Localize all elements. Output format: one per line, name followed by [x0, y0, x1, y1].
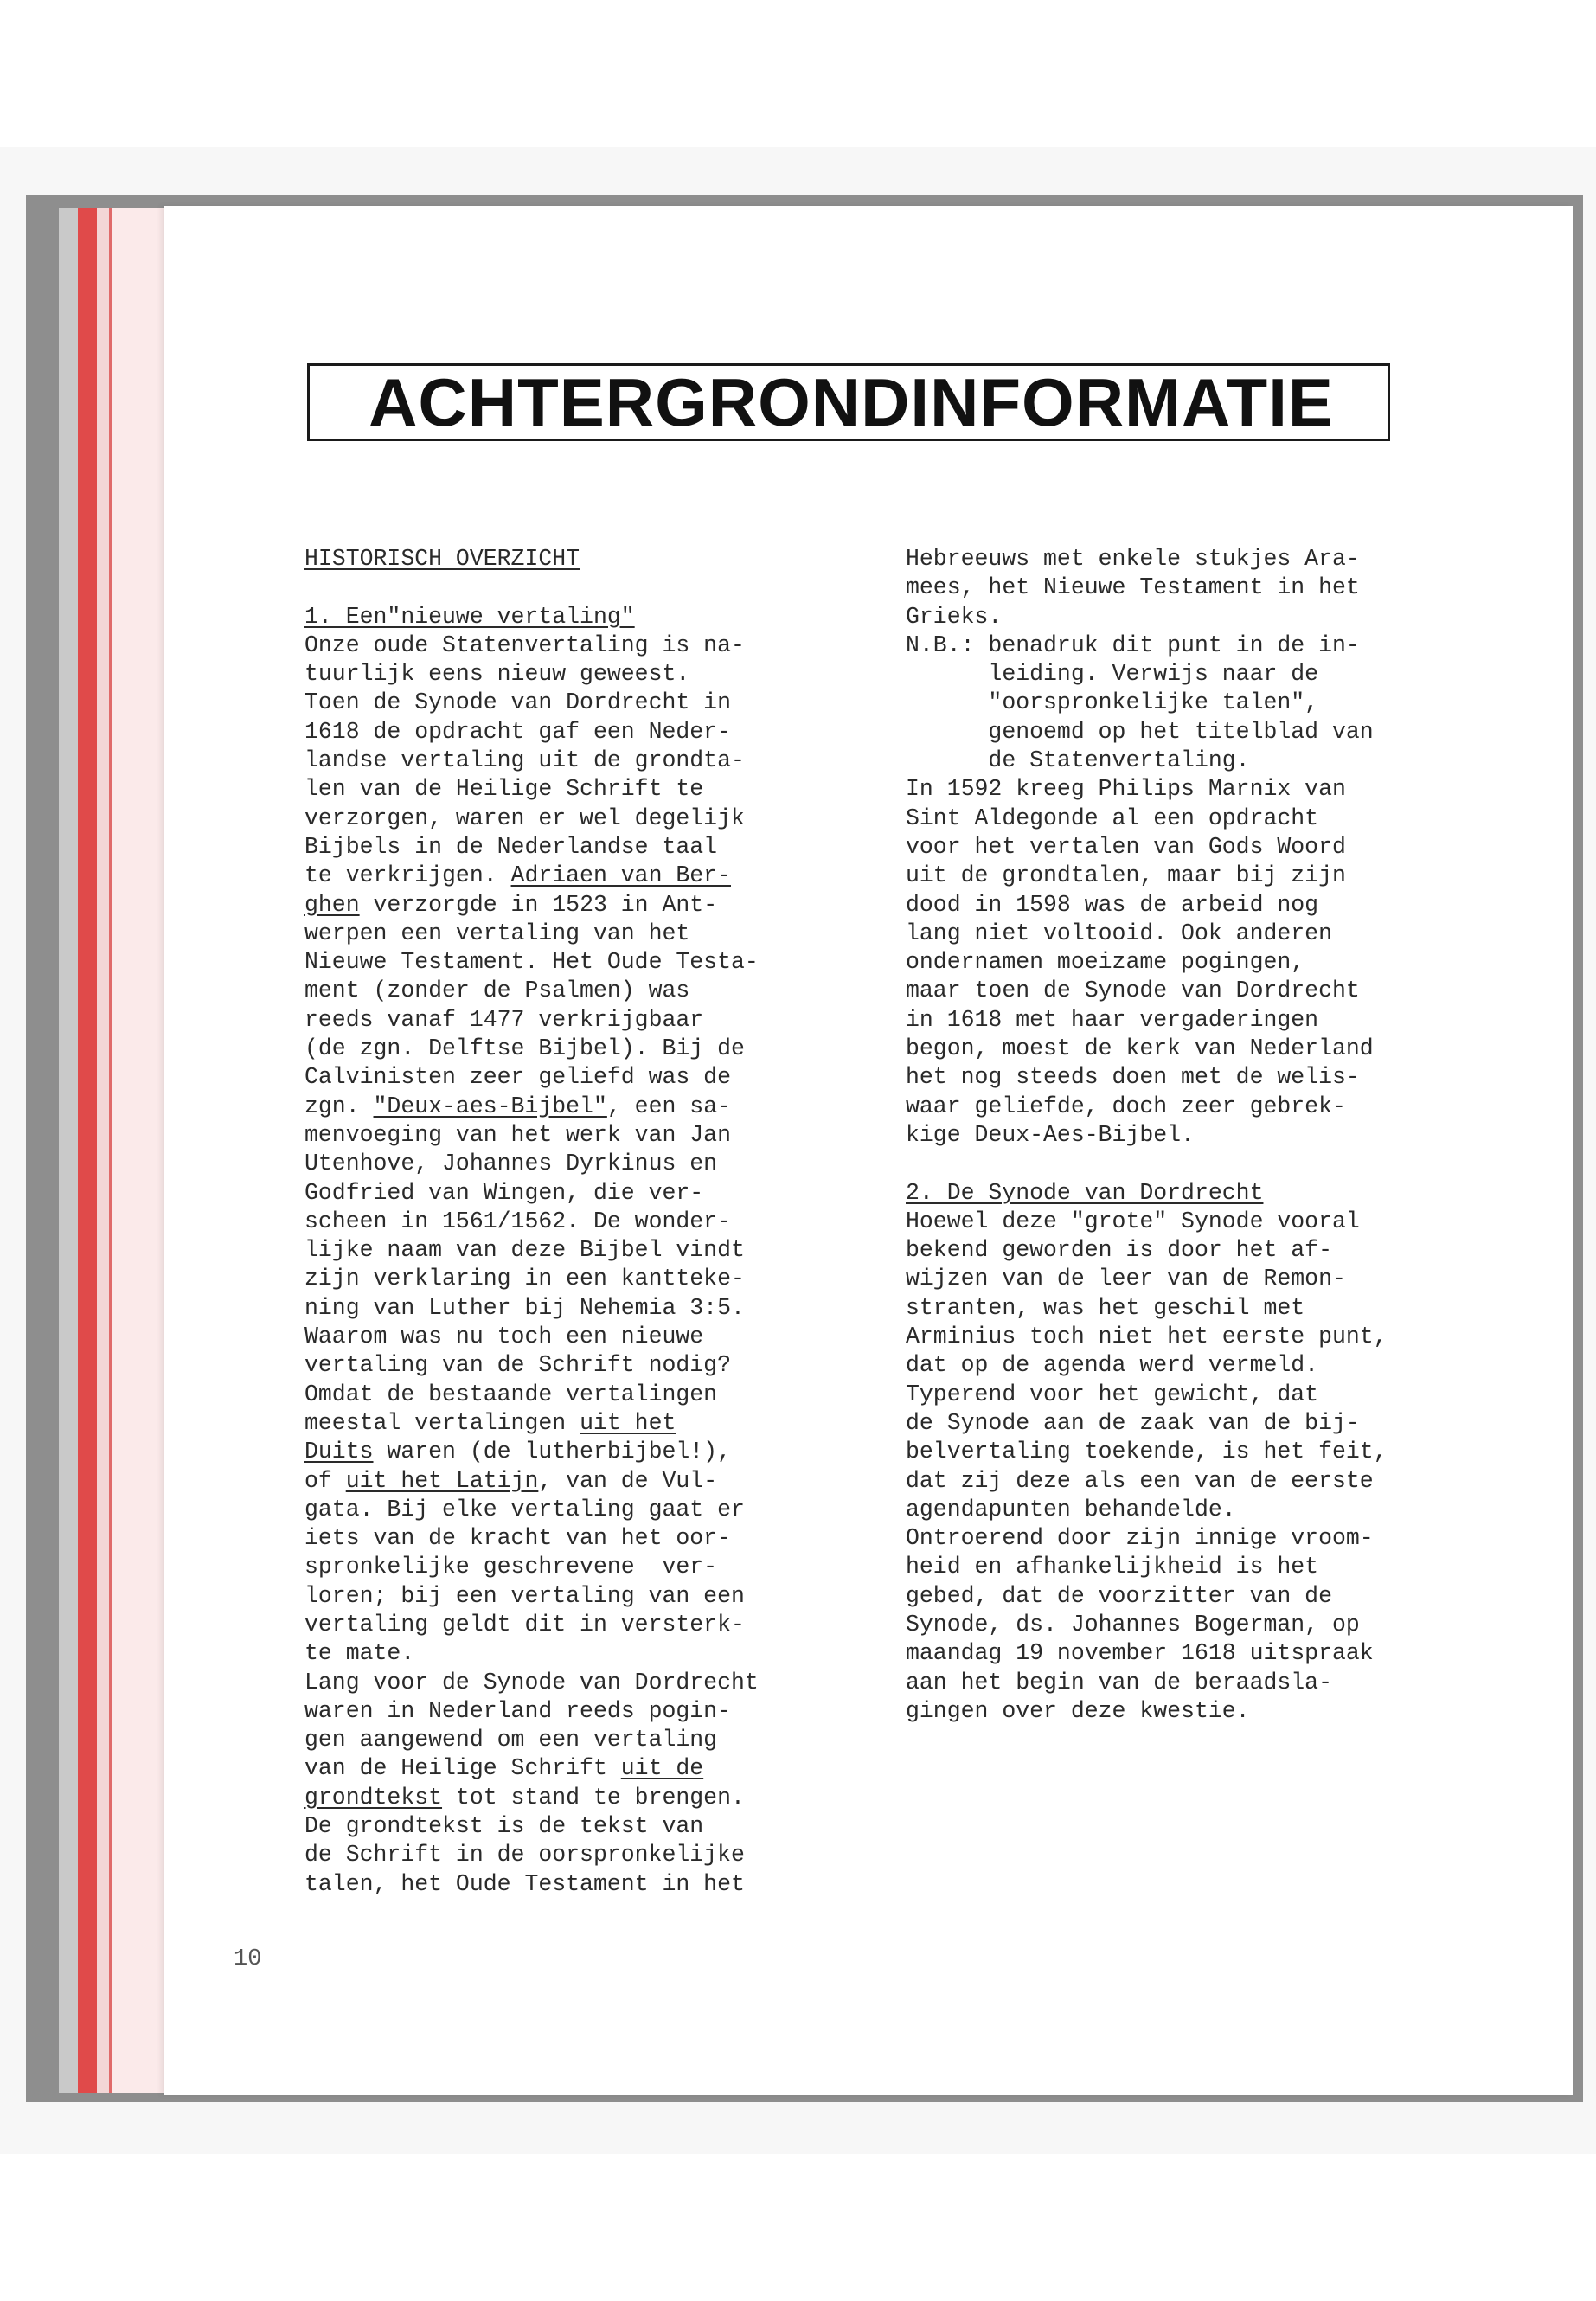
page-title: ACHTERGRONDINFORMATIE — [369, 364, 1334, 440]
left-column-text — [304, 603, 893, 1899]
text-line — [304, 1553, 893, 1581]
text-run: bekend geworden is door het af- — [906, 1237, 1332, 1264]
text-run: ning van Luther bij Nehemia 3:5. — [304, 1294, 745, 1321]
text-run: dat zij deze als een van de eerste — [906, 1467, 1374, 1494]
text-line — [906, 1669, 1529, 1697]
text-run: tuurlijk eens nieuw geweest. — [304, 661, 690, 688]
text-line — [906, 1697, 1529, 1726]
right-column-text — [906, 545, 1529, 1726]
text-line — [304, 1351, 893, 1380]
text-line — [906, 1323, 1529, 1351]
text-line — [906, 1381, 1529, 1409]
text-line — [906, 1351, 1529, 1380]
text-run: talen, het Oude Testament in het — [304, 1870, 745, 1897]
text-run: verzorgen, waren er wel degelijk — [304, 804, 745, 831]
text-run: zgn. — [304, 1093, 374, 1119]
text-run: gata. Bij elke vertaling gaat er — [304, 1496, 745, 1522]
text-line — [906, 1006, 1529, 1035]
text-line — [304, 948, 893, 977]
text-run: (de zgn. Delftse Bijbel). Bij de — [304, 1035, 745, 1062]
text-run: In 1592 kreeg Philips Marnix van — [906, 776, 1346, 803]
text-run: aan het begin van de beraadsla- — [906, 1669, 1332, 1695]
text-run: tot stand te brengen. — [442, 1784, 745, 1811]
text-run: Arminius toch niet het eerste punt, — [906, 1324, 1388, 1350]
text-line — [906, 1208, 1529, 1236]
text-run: iets van de kracht van het oor- — [304, 1525, 731, 1552]
text-run: verzorgde in 1523 in Ant- — [359, 891, 718, 918]
text-run: Ontroerend door zijn innige vroom- — [906, 1525, 1374, 1552]
text-run: gen aangewend om een vertaling — [304, 1727, 718, 1753]
text-line — [906, 1438, 1529, 1466]
text-line — [304, 1784, 893, 1812]
text-line — [304, 1208, 893, 1236]
text-line — [304, 1870, 893, 1899]
text-line — [906, 1035, 1529, 1063]
text-line — [304, 1582, 893, 1611]
text-run: Utenhove, Johannes Dyrkinus en — [304, 1150, 718, 1177]
text-run: gingen over deze kwestie. — [906, 1697, 1250, 1724]
text-run: uit de — [620, 1755, 704, 1782]
text-run: Toen de Synode van Dordrecht in — [304, 689, 731, 716]
text-run: ondernamen moeizame pogingen, — [906, 949, 1305, 976]
text-line — [906, 631, 1529, 660]
text-run: spronkelijke geschrevene ver- — [304, 1554, 718, 1580]
text-run: De grondtekst is de tekst van — [304, 1813, 704, 1840]
text-line — [304, 1524, 893, 1553]
text-line — [906, 1639, 1529, 1668]
text-run: Nieuwe Testament. Het Oude Testa- — [304, 949, 759, 976]
text-run: de Schrift in de oorspronkelijke — [304, 1842, 745, 1868]
text-run: waren in Nederland reeds pogin- — [304, 1697, 731, 1724]
text-line — [906, 1093, 1529, 1121]
text-run: het nog steeds doen met de welis- — [906, 1064, 1360, 1091]
text-run: Hoewel deze "grote" Synode vooral — [906, 1208, 1360, 1234]
text-line — [906, 1150, 1529, 1178]
text-run: voor het vertalen van Gods Woord — [906, 833, 1346, 860]
text-line — [906, 977, 1529, 1005]
text-line — [304, 718, 893, 747]
text-run: kige Deux-Aes-Bijbel. — [906, 1121, 1195, 1148]
text-line — [304, 1381, 893, 1409]
text-run: Onze oude Statenvertaling is na- — [304, 631, 745, 658]
text-run: wijzen van de leer van de Remon- — [906, 1266, 1346, 1292]
text-run: N.B.: benadruk dit punt in de in- — [906, 631, 1360, 658]
text-run: Bijbels in de Nederlandse taal — [304, 833, 718, 860]
text-run: mees, het Nieuwe Testament in het — [906, 574, 1360, 601]
text-line — [304, 1121, 893, 1150]
text-line — [304, 1841, 893, 1869]
text-run: 1618 de opdracht gaf een Neder- — [304, 718, 731, 745]
text-run: Adriaen van Ber- — [510, 862, 731, 889]
text-line — [906, 920, 1529, 948]
text-line — [906, 603, 1529, 631]
text-run: menvoeging van het werk van Jan — [304, 1121, 731, 1148]
text-line — [906, 1294, 1529, 1323]
text-run: de Synode aan de zaak van de bij- — [906, 1409, 1360, 1436]
text-run: ghen — [304, 891, 360, 918]
text-run: werpen een vertaling van het — [304, 920, 690, 946]
text-line — [906, 862, 1529, 890]
text-run: heid en afhankelijkheid is het — [906, 1554, 1319, 1580]
text-run: vertaling van de Schrift nodig? — [304, 1352, 731, 1379]
text-line — [906, 660, 1529, 689]
text-run: uit de grondtalen, maar bij zijn — [906, 862, 1346, 889]
text-line — [304, 747, 893, 775]
text-run: Duits — [304, 1439, 374, 1465]
page-edges — [59, 208, 180, 2093]
text-line — [304, 1409, 893, 1438]
text-run: Typerend voor het gewicht, dat — [906, 1381, 1319, 1407]
text-line — [906, 1467, 1529, 1496]
text-line — [906, 1409, 1529, 1438]
text-run: uit het — [580, 1409, 676, 1436]
text-line — [304, 977, 893, 1005]
text-line — [906, 1265, 1529, 1293]
text-run: waar geliefde, doch zeer gebrek- — [906, 1093, 1346, 1119]
text-run: "Deux-aes-Bijbel" — [373, 1093, 607, 1119]
text-line — [906, 545, 1529, 574]
text-run: len van de Heilige Schrift te — [304, 776, 704, 803]
text-run: de Statenvertaling. — [906, 747, 1250, 774]
text-run: meestal vertalingen — [304, 1409, 580, 1436]
text-run: 1. Een"nieuwe vertaling" — [304, 603, 635, 630]
text-run: Calvinisten zeer geliefd was de — [304, 1064, 731, 1091]
text-line — [304, 1150, 893, 1178]
text-run: Godfried van Wingen, die ver- — [304, 1179, 704, 1206]
text-line — [304, 804, 893, 833]
text-run: zijn verklaring in een kantteke- — [304, 1266, 745, 1292]
text-run: , van de Vul- — [538, 1467, 718, 1494]
text-line — [906, 891, 1529, 920]
text-run: stranten, was het geschil met — [906, 1294, 1305, 1321]
text-line — [304, 1754, 893, 1783]
text-run: , een sa- — [606, 1093, 731, 1119]
text-line — [304, 1697, 893, 1726]
text-run: Lang voor de Synode van Dordrecht — [304, 1669, 759, 1695]
text-line — [906, 1236, 1529, 1265]
text-line — [304, 1669, 893, 1697]
text-line — [304, 833, 893, 862]
text-line — [304, 1236, 893, 1265]
text-line — [906, 1524, 1529, 1553]
text-line — [906, 1063, 1529, 1092]
text-run: reeds vanaf 1477 verkrijgbaar — [304, 1006, 704, 1033]
text-line — [304, 1294, 893, 1323]
text-run: maandag 19 november 1618 uitspraak — [906, 1640, 1374, 1667]
text-line — [304, 1467, 893, 1496]
text-line — [906, 1582, 1529, 1611]
text-run: vertaling geldt dit in versterk- — [304, 1611, 745, 1638]
text-run: 2. De Synode van Dordrecht — [906, 1179, 1264, 1206]
text-line — [906, 689, 1529, 717]
text-run: Waarom was nu toch een nieuwe — [304, 1324, 704, 1350]
text-line — [304, 1063, 893, 1092]
text-run: agendapunten behandelde. — [906, 1496, 1236, 1522]
text-line — [304, 920, 893, 948]
spacer — [304, 574, 893, 602]
text-line — [304, 862, 893, 890]
text-line — [304, 1496, 893, 1524]
text-run: scheen in 1561/1562. De wonder- — [304, 1208, 731, 1234]
text-line — [304, 1323, 893, 1351]
text-run: Synode, ds. Johannes Bogerman, op — [906, 1611, 1360, 1638]
text-line — [906, 1611, 1529, 1639]
text-line — [906, 718, 1529, 747]
text-run: van de Heilige Schrift — [304, 1755, 621, 1782]
header-banner — [307, 363, 1390, 441]
text-line — [304, 1812, 893, 1841]
left-column — [304, 545, 893, 1899]
text-line — [906, 1121, 1529, 1150]
text-run: dat op de agenda werd vermeld. — [906, 1352, 1319, 1379]
text-run: dood in 1598 was de arbeid nog — [906, 891, 1319, 918]
text-line — [304, 1265, 893, 1293]
right-column — [906, 545, 1529, 1726]
text-run: te mate. — [304, 1640, 415, 1667]
text-line — [304, 775, 893, 804]
text-line — [304, 689, 893, 717]
text-line — [906, 1179, 1529, 1208]
page-number: 10 — [234, 1946, 262, 1972]
text-run: waren (de lutherbijbel!), — [373, 1439, 731, 1465]
text-run: Sint Aldegonde al een opdracht — [906, 804, 1319, 831]
text-line — [304, 1726, 893, 1754]
text-run: lang niet voltooid. Ook anderen — [906, 920, 1332, 946]
text-run: Hebreeuws met enkele stukjes Ara- — [906, 546, 1360, 572]
text-run: te verkrijgen. — [304, 862, 511, 889]
text-run: in 1618 met haar vergaderingen — [906, 1006, 1319, 1033]
text-run: leiding. Verwijs naar de — [906, 661, 1319, 688]
section-title: HISTORISCH OVERZICHT — [304, 546, 580, 572]
text-line — [304, 1639, 893, 1668]
text-run: "oorspronkelijke talen", — [906, 689, 1319, 716]
text-line — [304, 603, 893, 631]
text-line — [304, 1611, 893, 1639]
text-run: genoemd op het titelblad van — [906, 718, 1374, 745]
text-line — [906, 574, 1529, 602]
text-run: maar toen de Synode van Dordrecht — [906, 977, 1360, 1004]
text-line — [906, 804, 1529, 833]
text-run: loren; bij een vertaling van een — [304, 1582, 745, 1609]
text-run: begon, moest de kerk van Nederland — [906, 1035, 1374, 1062]
text-run: belvertaling toekende, is het feit, — [906, 1439, 1388, 1465]
text-line — [906, 775, 1529, 804]
text-line — [906, 833, 1529, 862]
text-run: of — [304, 1467, 346, 1494]
text-line — [304, 1438, 893, 1466]
text-line — [906, 948, 1529, 977]
text-run: Omdat de bestaande vertalingen — [304, 1381, 718, 1407]
text-line — [304, 1006, 893, 1035]
text-line — [304, 1093, 893, 1121]
text-line — [906, 747, 1529, 775]
text-line — [304, 1035, 893, 1063]
text-line — [304, 660, 893, 689]
text-line — [906, 1496, 1529, 1524]
text-run: landse vertaling uit de grondta- — [304, 747, 745, 774]
text-line — [304, 891, 893, 920]
text-run: uit het Latijn — [345, 1467, 539, 1494]
text-run: gebed, dat de voorzitter van de — [906, 1582, 1332, 1609]
text-line — [304, 1179, 893, 1208]
text-line — [906, 1553, 1529, 1581]
text-line — [304, 631, 893, 660]
text-run: lijke naam van deze Bijbel vindt — [304, 1237, 745, 1264]
text-run: ment (zonder de Psalmen) was — [304, 977, 690, 1004]
text-run: Grieks. — [906, 603, 1003, 630]
text-run: grondtekst — [304, 1784, 443, 1811]
